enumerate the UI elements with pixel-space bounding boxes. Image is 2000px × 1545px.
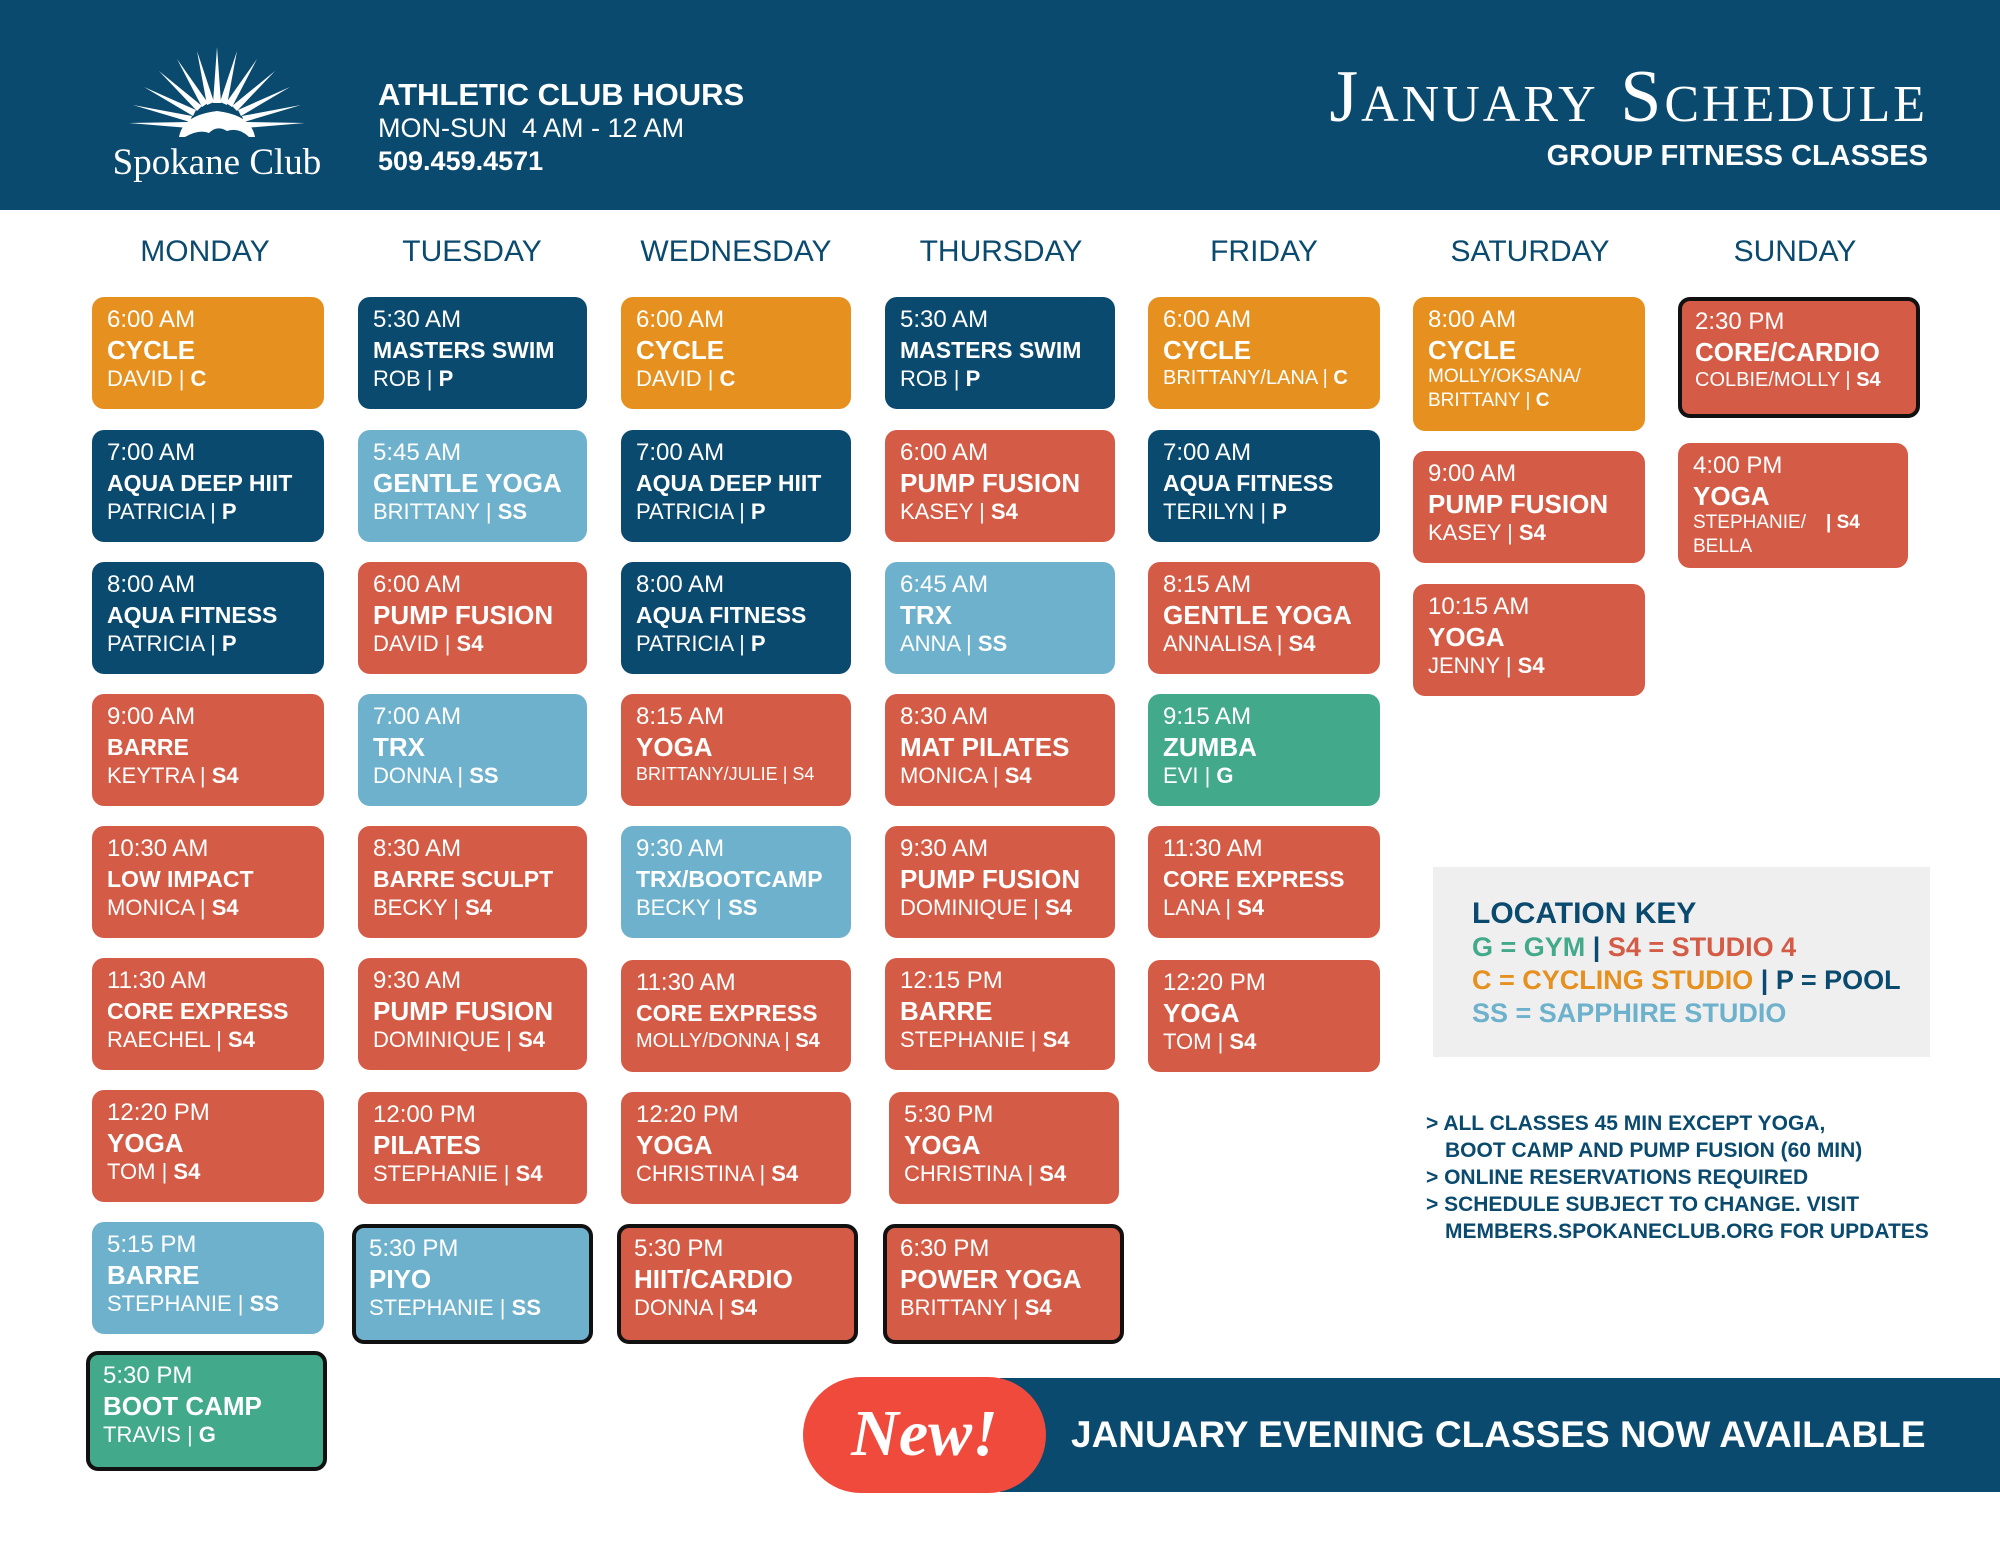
class-name: AQUA DEEP HIIT xyxy=(636,470,822,496)
class-time: 5:30 PM xyxy=(103,1362,193,1389)
class-instructor: DAVID | S4 xyxy=(373,631,484,656)
class-card[interactable] xyxy=(358,297,587,409)
class-card[interactable] xyxy=(92,1090,324,1202)
class-time: 12:20 PM xyxy=(107,1099,210,1126)
class-card[interactable] xyxy=(1148,826,1380,938)
class-card-new[interactable] xyxy=(883,1224,1124,1344)
note-line: MEMBERS.SPOKANECLUB.ORG FOR UPDATES xyxy=(1445,1220,1929,1243)
class-time: 2:30 PM xyxy=(1695,308,1785,335)
class-card[interactable] xyxy=(885,562,1115,674)
class-instructor: BRITTANY | SS xyxy=(373,499,528,524)
class-name: TRX/BOOTCAMP xyxy=(636,866,823,892)
spokane-club-logo xyxy=(82,45,352,185)
class-name: AQUA FITNESS xyxy=(107,602,278,628)
class-name: GENTLE YOGA xyxy=(373,468,562,498)
class-instructor: PATRICIA | P xyxy=(107,631,237,656)
class-name: YOGA xyxy=(1693,481,1770,511)
class-name: MASTERS SWIM xyxy=(373,337,555,363)
class-instructor: CHRISTINA | S4 xyxy=(904,1161,1067,1186)
class-instructor: STEPHANIE | SS xyxy=(369,1295,541,1320)
class-card[interactable] xyxy=(92,826,324,938)
class-name: YOGA xyxy=(636,732,713,762)
class-name: CYCLE xyxy=(1428,335,1517,365)
class-card[interactable] xyxy=(358,826,587,938)
class-instructor: PATRICIA | P xyxy=(636,499,766,524)
class-instructor: PATRICIA | P xyxy=(636,631,766,656)
class-card[interactable] xyxy=(1148,562,1380,674)
class-instructor: ROB | P xyxy=(373,366,454,391)
class-instructor: STEPHANIE | SS xyxy=(107,1291,279,1316)
class-card-new[interactable] xyxy=(1678,297,1920,418)
class-instructor: TOM | S4 xyxy=(107,1159,201,1184)
class-name: HIIT/CARDIO xyxy=(634,1264,793,1294)
class-instructor: BECKY | SS xyxy=(636,895,758,920)
day-header-saturday: SATURDAY xyxy=(1450,235,1610,268)
class-card[interactable] xyxy=(1413,584,1645,696)
class-card[interactable] xyxy=(1413,297,1645,431)
class-time: 4:00 PM xyxy=(1693,452,1783,479)
key-separator: | xyxy=(1753,965,1776,995)
class-time: 9:30 AM xyxy=(636,835,725,862)
note-line: > ALL CLASSES 45 MIN EXCEPT YOGA, xyxy=(1426,1112,1826,1135)
class-instructor: LANA | S4 xyxy=(1163,895,1265,920)
class-name: AQUA DEEP HIIT xyxy=(107,470,293,496)
class-card[interactable] xyxy=(621,826,851,938)
class-name: AQUA FITNESS xyxy=(636,602,807,628)
class-card[interactable] xyxy=(1148,960,1380,1072)
day-header-sunday: SUNDAY xyxy=(1733,235,1857,268)
class-card[interactable] xyxy=(621,1092,851,1204)
location-key-line-3 xyxy=(1472,997,1930,1030)
class-time: 8:00 AM xyxy=(107,571,196,598)
class-time: 5:30 PM xyxy=(369,1235,459,1262)
class-time: 12:00 PM xyxy=(373,1101,476,1128)
class-instructor: BECKY | S4 xyxy=(373,895,493,920)
class-time: 6:00 AM xyxy=(373,571,462,598)
location-key-line-2 xyxy=(1472,964,1930,997)
class-card[interactable] xyxy=(885,430,1115,542)
class-card[interactable] xyxy=(358,562,587,674)
class-card[interactable] xyxy=(1413,451,1645,563)
class-instructor: BRITTANY/LANA | C xyxy=(1163,367,1348,389)
class-time: 7:00 AM xyxy=(107,439,196,466)
class-name: CORE EXPRESS xyxy=(636,1000,818,1026)
class-card[interactable] xyxy=(92,694,324,806)
class-instructor: BRITTANY | S4 xyxy=(900,1295,1052,1320)
class-instructor-line2: BRITTANY | C xyxy=(1428,390,1550,411)
title-block xyxy=(1329,55,1928,173)
banner-text: JANUARY EVENING CLASSES NOW AVAILABLE xyxy=(1071,1414,1926,1455)
class-card[interactable] xyxy=(92,297,324,409)
class-name: YOGA xyxy=(1163,998,1240,1028)
class-time: 11:30 AM xyxy=(636,969,736,996)
class-time: 5:30 PM xyxy=(904,1101,994,1128)
class-name: PIYO xyxy=(369,1264,432,1294)
class-name: PILATES xyxy=(373,1130,481,1160)
class-time: 6:00 AM xyxy=(900,439,989,466)
class-name: PUMP FUSION xyxy=(900,864,1081,894)
day-header-wednesday: WEDNESDAY xyxy=(640,235,832,268)
class-card[interactable] xyxy=(885,694,1115,806)
class-card[interactable] xyxy=(621,562,851,674)
note-line: BOOT CAMP AND PUMP FUSION (60 MIN) xyxy=(1445,1139,1863,1162)
evening-classes-banner xyxy=(1000,1378,2000,1492)
class-name: CYCLE xyxy=(636,335,725,365)
class-time: 7:00 AM xyxy=(373,703,462,730)
class-card[interactable] xyxy=(885,826,1115,938)
class-name: YOGA xyxy=(1428,622,1505,652)
class-card[interactable] xyxy=(1148,297,1380,409)
class-name: BOOT CAMP xyxy=(103,1391,262,1421)
new-badge xyxy=(803,1377,1046,1493)
class-card[interactable] xyxy=(92,562,324,674)
class-name: TRX xyxy=(900,600,952,630)
class-name: YOGA xyxy=(636,1130,713,1160)
class-name: BARRE xyxy=(107,734,189,760)
class-name: BARRE SCULPT xyxy=(373,866,554,892)
class-name: YOGA xyxy=(107,1128,184,1158)
class-instructor: DOMINIQUE | S4 xyxy=(373,1027,545,1052)
class-instructor: DOMINIQUE | S4 xyxy=(900,895,1072,920)
day-header-tuesday: TUESDAY xyxy=(402,235,542,268)
class-instructor: CHRISTINA | S4 xyxy=(636,1161,799,1186)
class-name: BARRE xyxy=(900,996,993,1026)
class-card[interactable] xyxy=(621,430,851,542)
key-pool: P = POOL xyxy=(1775,965,1901,995)
class-card[interactable] xyxy=(92,1222,324,1334)
class-card[interactable] xyxy=(885,297,1115,409)
class-name: LOW IMPACT xyxy=(107,866,254,892)
key-gym: G = GYM xyxy=(1472,932,1586,962)
location-key xyxy=(1433,867,1930,1057)
class-instructor: DONNA | SS xyxy=(373,763,499,788)
class-name: CORE EXPRESS xyxy=(1163,866,1345,892)
class-name: MAT PILATES xyxy=(900,732,1070,762)
class-instructor: KEYTRA | S4 xyxy=(107,763,239,788)
class-name: ZUMBA xyxy=(1163,732,1257,762)
class-time: 8:30 AM xyxy=(373,835,462,862)
class-name: GENTLE YOGA xyxy=(1163,600,1352,630)
class-instructor: MOLLY/OKSANA/ xyxy=(1428,366,1581,387)
class-name: CORE EXPRESS xyxy=(107,998,289,1024)
class-instructor: MONICA | S4 xyxy=(107,895,239,920)
logo-text: Spokane Club xyxy=(112,142,322,183)
class-time: 8:30 AM xyxy=(900,703,989,730)
class-instructor: ANNALISA | S4 xyxy=(1163,631,1316,656)
class-instructor: TRAVIS | G xyxy=(103,1422,216,1447)
phone-number: 509.459.4571 xyxy=(378,146,544,176)
class-time: 9:00 AM xyxy=(1428,460,1517,487)
class-card[interactable] xyxy=(358,958,587,1070)
class-time: 11:30 AM xyxy=(107,967,207,994)
class-name: PUMP FUSION xyxy=(900,468,1081,498)
class-time: 9:30 AM xyxy=(373,967,462,994)
class-instructor: DAVID | C xyxy=(636,366,736,391)
key-separator: | xyxy=(1585,932,1608,962)
class-instructor: KASEY | S4 xyxy=(900,499,1018,524)
class-name: CYCLE xyxy=(107,335,196,365)
class-time: 5:30 AM xyxy=(900,306,989,333)
class-instructor: PATRICIA | P xyxy=(107,499,237,524)
hours-title: ATHLETIC CLUB HOURS xyxy=(378,77,745,112)
key-studio4: S4 = STUDIO 4 xyxy=(1607,932,1797,962)
class-card[interactable] xyxy=(358,694,587,806)
day-header-friday: FRIDAY xyxy=(1210,235,1318,268)
class-name: AQUA FITNESS xyxy=(1163,470,1334,496)
class-card[interactable] xyxy=(358,430,587,542)
class-card[interactable] xyxy=(889,1092,1119,1204)
class-instructor: MONICA | S4 xyxy=(900,763,1032,788)
location-key-title: LOCATION KEY xyxy=(1472,897,1697,930)
class-time: 12:20 PM xyxy=(636,1101,739,1128)
location-key-line-1 xyxy=(1472,931,1930,964)
class-instructor: JENNY | S4 xyxy=(1428,653,1545,678)
class-time: 12:20 PM xyxy=(1163,969,1266,996)
class-time: 6:00 AM xyxy=(636,306,725,333)
class-time: 6:45 AM xyxy=(900,571,989,598)
class-name: PUMP FUSION xyxy=(373,996,554,1026)
class-instructor-line2: BELLA xyxy=(1693,536,1753,557)
class-card-new[interactable] xyxy=(86,1351,327,1471)
class-time: 9:00 AM xyxy=(107,703,196,730)
class-time: 5:15 PM xyxy=(107,1231,197,1258)
class-instructor: MOLLY/DONNA | S4 xyxy=(636,1030,820,1052)
class-instructor: STEPHANIE | S4 xyxy=(373,1161,543,1186)
hours-line: MON-SUN 4 AM - 12 AM xyxy=(378,113,685,143)
class-card-new[interactable] xyxy=(617,1224,858,1344)
class-card[interactable] xyxy=(92,958,324,1070)
class-instructor: RAECHEL | S4 xyxy=(107,1027,255,1052)
class-time: 5:45 AM xyxy=(373,439,462,466)
new-badge-text: New! xyxy=(851,1397,998,1470)
class-instructor: COLBIE/MOLLY | S4 xyxy=(1695,369,1881,391)
class-instructor: TERILYN | P xyxy=(1163,499,1287,524)
class-card[interactable] xyxy=(92,430,324,542)
class-time: 5:30 AM xyxy=(373,306,462,333)
class-instructor: STEPHANIE/ | S4 xyxy=(1693,512,1860,533)
class-instructor: DONNA | S4 xyxy=(634,1295,758,1320)
class-instructor: TOM | S4 xyxy=(1163,1029,1257,1054)
class-time: 6:00 AM xyxy=(1163,306,1252,333)
class-time: 8:00 AM xyxy=(636,571,725,598)
class-instructor: ANNA | SS xyxy=(900,631,1008,656)
note-line: > SCHEDULE SUBJECT TO CHANGE. VISIT xyxy=(1426,1193,1860,1216)
class-instructor: STEPHANIE | S4 xyxy=(900,1027,1070,1052)
class-time: 9:15 AM xyxy=(1163,703,1252,730)
class-card[interactable] xyxy=(1148,694,1380,806)
class-time: 6:00 AM xyxy=(107,306,196,333)
class-instructor: EVI | G xyxy=(1163,763,1234,788)
class-time: 12:15 PM xyxy=(900,967,1003,994)
class-name: PUMP FUSION xyxy=(373,600,554,630)
class-instructor: ROB | P xyxy=(900,366,981,391)
class-name: TRX xyxy=(373,732,425,762)
class-card[interactable] xyxy=(621,694,851,806)
class-time: 8:15 AM xyxy=(636,703,725,730)
club-hours xyxy=(378,78,744,178)
class-name: BARRE xyxy=(107,1260,200,1290)
class-name: YOGA xyxy=(904,1130,981,1160)
class-time: 5:30 PM xyxy=(634,1235,724,1262)
note-line: > ONLINE RESERVATIONS REQUIRED xyxy=(1426,1166,1809,1189)
class-card[interactable] xyxy=(621,960,851,1072)
page-title: January Schedule xyxy=(1329,56,1928,138)
class-card[interactable] xyxy=(885,958,1115,1070)
day-header-thursday: THURSDAY xyxy=(919,235,1083,268)
class-card[interactable] xyxy=(621,297,851,409)
key-cycling: C = CYCLING STUDIO xyxy=(1472,965,1754,995)
header xyxy=(0,0,2000,210)
page-subtitle: GROUP FITNESS CLASSES xyxy=(1546,140,1928,172)
class-time: 9:30 AM xyxy=(900,835,989,862)
class-time: 7:00 AM xyxy=(636,439,725,466)
day-header-monday: MONDAY xyxy=(140,235,270,268)
schedule-notes xyxy=(1426,1110,1929,1245)
class-time: 10:30 AM xyxy=(107,835,209,862)
class-card[interactable] xyxy=(358,1092,587,1204)
key-sapphire: SS = SAPPHIRE STUDIO xyxy=(1472,998,1787,1028)
class-time: 11:30 AM xyxy=(1163,835,1263,862)
class-time: 7:00 AM xyxy=(1163,439,1252,466)
class-card-new[interactable] xyxy=(352,1224,593,1344)
class-card[interactable] xyxy=(1148,430,1380,542)
class-name: CORE/CARDIO xyxy=(1695,337,1880,367)
class-name: CYCLE xyxy=(1163,335,1252,365)
class-instructor: DAVID | C xyxy=(107,366,207,391)
class-name: POWER YOGA xyxy=(900,1264,1082,1294)
class-name: MASTERS SWIM xyxy=(900,337,1082,363)
class-instructor: KASEY | S4 xyxy=(1428,520,1546,545)
class-card[interactable] xyxy=(1678,443,1908,568)
class-instructor: BRITTANY/JULIE | S4 xyxy=(636,764,815,784)
class-time: 8:15 AM xyxy=(1163,571,1252,598)
class-time: 10:15 AM xyxy=(1428,593,1530,620)
class-time: 6:30 PM xyxy=(900,1235,990,1262)
class-name: PUMP FUSION xyxy=(1428,489,1609,519)
sunburst-icon xyxy=(127,45,307,140)
class-time: 8:00 AM xyxy=(1428,306,1517,333)
